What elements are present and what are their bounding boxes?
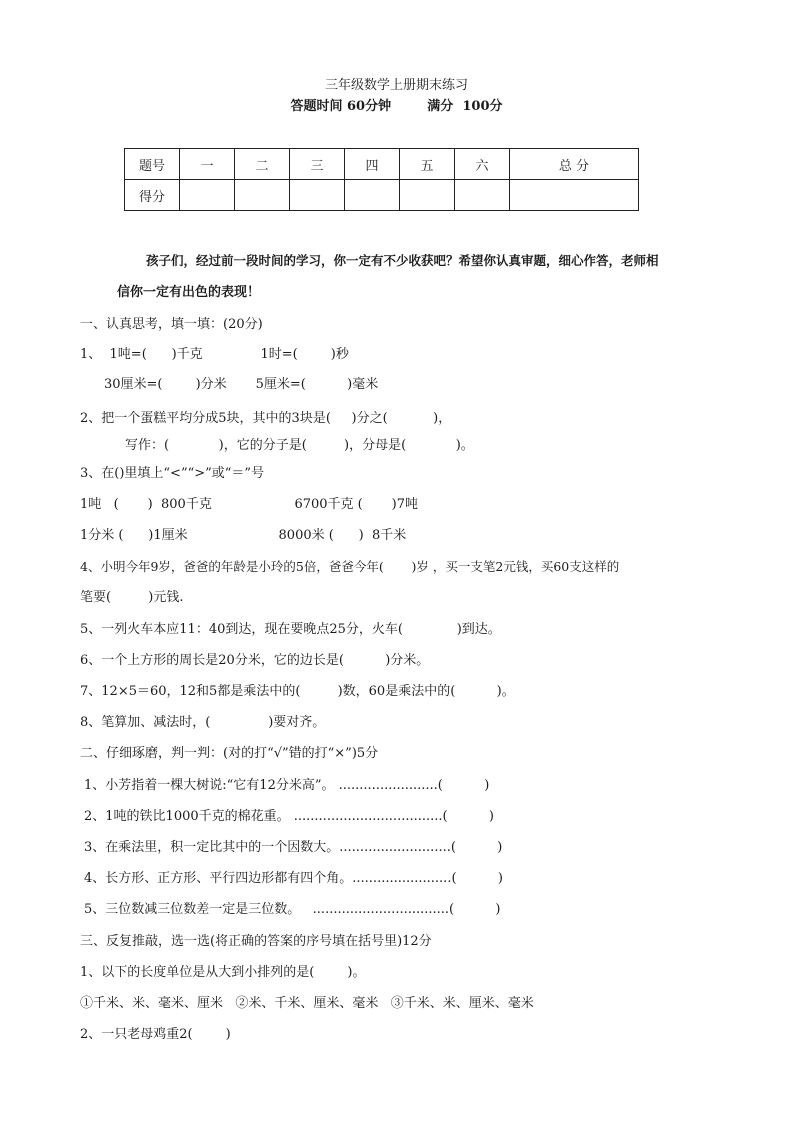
question-text: 8、笔算加、减法时，( )要对齐。 <box>80 715 326 730</box>
question-text: 1分米 ( )1厘米 8000米 ( ) 8千米 <box>80 528 407 543</box>
question-text: 30厘米=( )分米 5厘米=( )毫米 <box>104 377 379 392</box>
score-table-header-row <box>125 149 639 180</box>
question-options: ①千米、米、毫米、厘米 ②米、千米、厘米、毫米 ③千米、米、厘米、毫米 <box>80 996 534 1011</box>
score-cell <box>235 180 290 211</box>
question-text: 2、一只老母鸡重2( ) <box>80 1027 231 1042</box>
question-text: 4、小明今年9岁，爸爸的年龄是小玲的5倍，爸爸今年( )岁 ，买一支笔2元钱，买60支这样的 <box>80 559 620 574</box>
question-text: 2、把一个蛋糕平均分成5块，其中的3块是( )分之( )， <box>80 411 452 426</box>
question-text: 7、12×5＝60，12和5都是乘法中的( )数，60是乘法中的( )。 <box>80 684 515 699</box>
score-cell <box>180 180 235 211</box>
question-text: 5、一列火车本应11：40到达，现在要晚点25分，火车( )到达。 <box>80 622 501 637</box>
score-cell: 得分 <box>125 180 180 211</box>
judge-item: 3、在乘法里，积一定比其中的一个因数大。...........................( ) <box>84 840 503 855</box>
score-cell <box>510 180 639 211</box>
question-text: 1吨 ( ) 800千克 6700千克 ( )7吨 <box>80 497 419 512</box>
score-cell <box>290 180 345 211</box>
judge-item: 1、小芳指着一棵大树说:“它有12分米高”。 ........................( ) <box>84 778 490 793</box>
section-heading: 三、反复推敲，选一选(将正确的答案的序号填在括号里)12分 <box>80 934 432 949</box>
exam-title: 三年级数学上册期末练习 <box>324 78 468 93</box>
judge-item: 5、三位数减三位数差一定是三位数。 .................................( ) <box>84 902 501 917</box>
score-cell: 总 分 <box>510 149 639 180</box>
score-cell: 题号 <box>125 149 180 180</box>
question-text: 1、以下的长度单位是从大到小排列的是( )。 <box>80 965 366 980</box>
question-text: 笔要( )元钱. <box>80 590 184 605</box>
section-heading: 一、认真思考，填一填：(20分) <box>80 317 263 332</box>
score-cell: 五 <box>400 149 455 180</box>
score-cell: 二 <box>235 149 290 180</box>
score-cell: 三 <box>290 149 345 180</box>
judge-item: 2、1吨的铁比1000千克的棉花重。 ....................................( ) <box>84 809 494 824</box>
exam-subtitle: 答题时间 60分钟 满分 100分 <box>290 99 503 114</box>
score-cell: 四 <box>345 149 400 180</box>
score-table-score-row <box>125 180 639 211</box>
score-cell <box>345 180 400 211</box>
intro-line: 孩子们，经过前一段时间的学习，你一定有不少收获吧？希望你认真审题，细心作答，老师相 <box>146 253 659 268</box>
judge-item: 4、长方形、正方形、平行四边形都有四个角。........................( ) <box>84 871 503 886</box>
score-table <box>124 148 639 211</box>
intro-line: 信你一定有出色的表现！ <box>117 285 261 300</box>
question-text: 写作：( )，它的分子是( )，分母是( )。 <box>125 438 474 453</box>
question-text: 1、 1吨=( )千克 1时=( )秒 <box>80 347 349 362</box>
score-cell: 六 <box>455 149 510 180</box>
question-text: 6、一个上方形的周长是20分米，它的边长是( )分米。 <box>80 653 430 668</box>
score-cell <box>400 180 455 211</box>
section-heading: 二、仔细琢磨，判一判：(对的打“√”错的打“×”)5分 <box>80 746 379 761</box>
score-cell: 一 <box>180 149 235 180</box>
question-text: 3、在()里填上“<”“>”或“＝”号 <box>80 466 265 481</box>
score-cell <box>455 180 510 211</box>
